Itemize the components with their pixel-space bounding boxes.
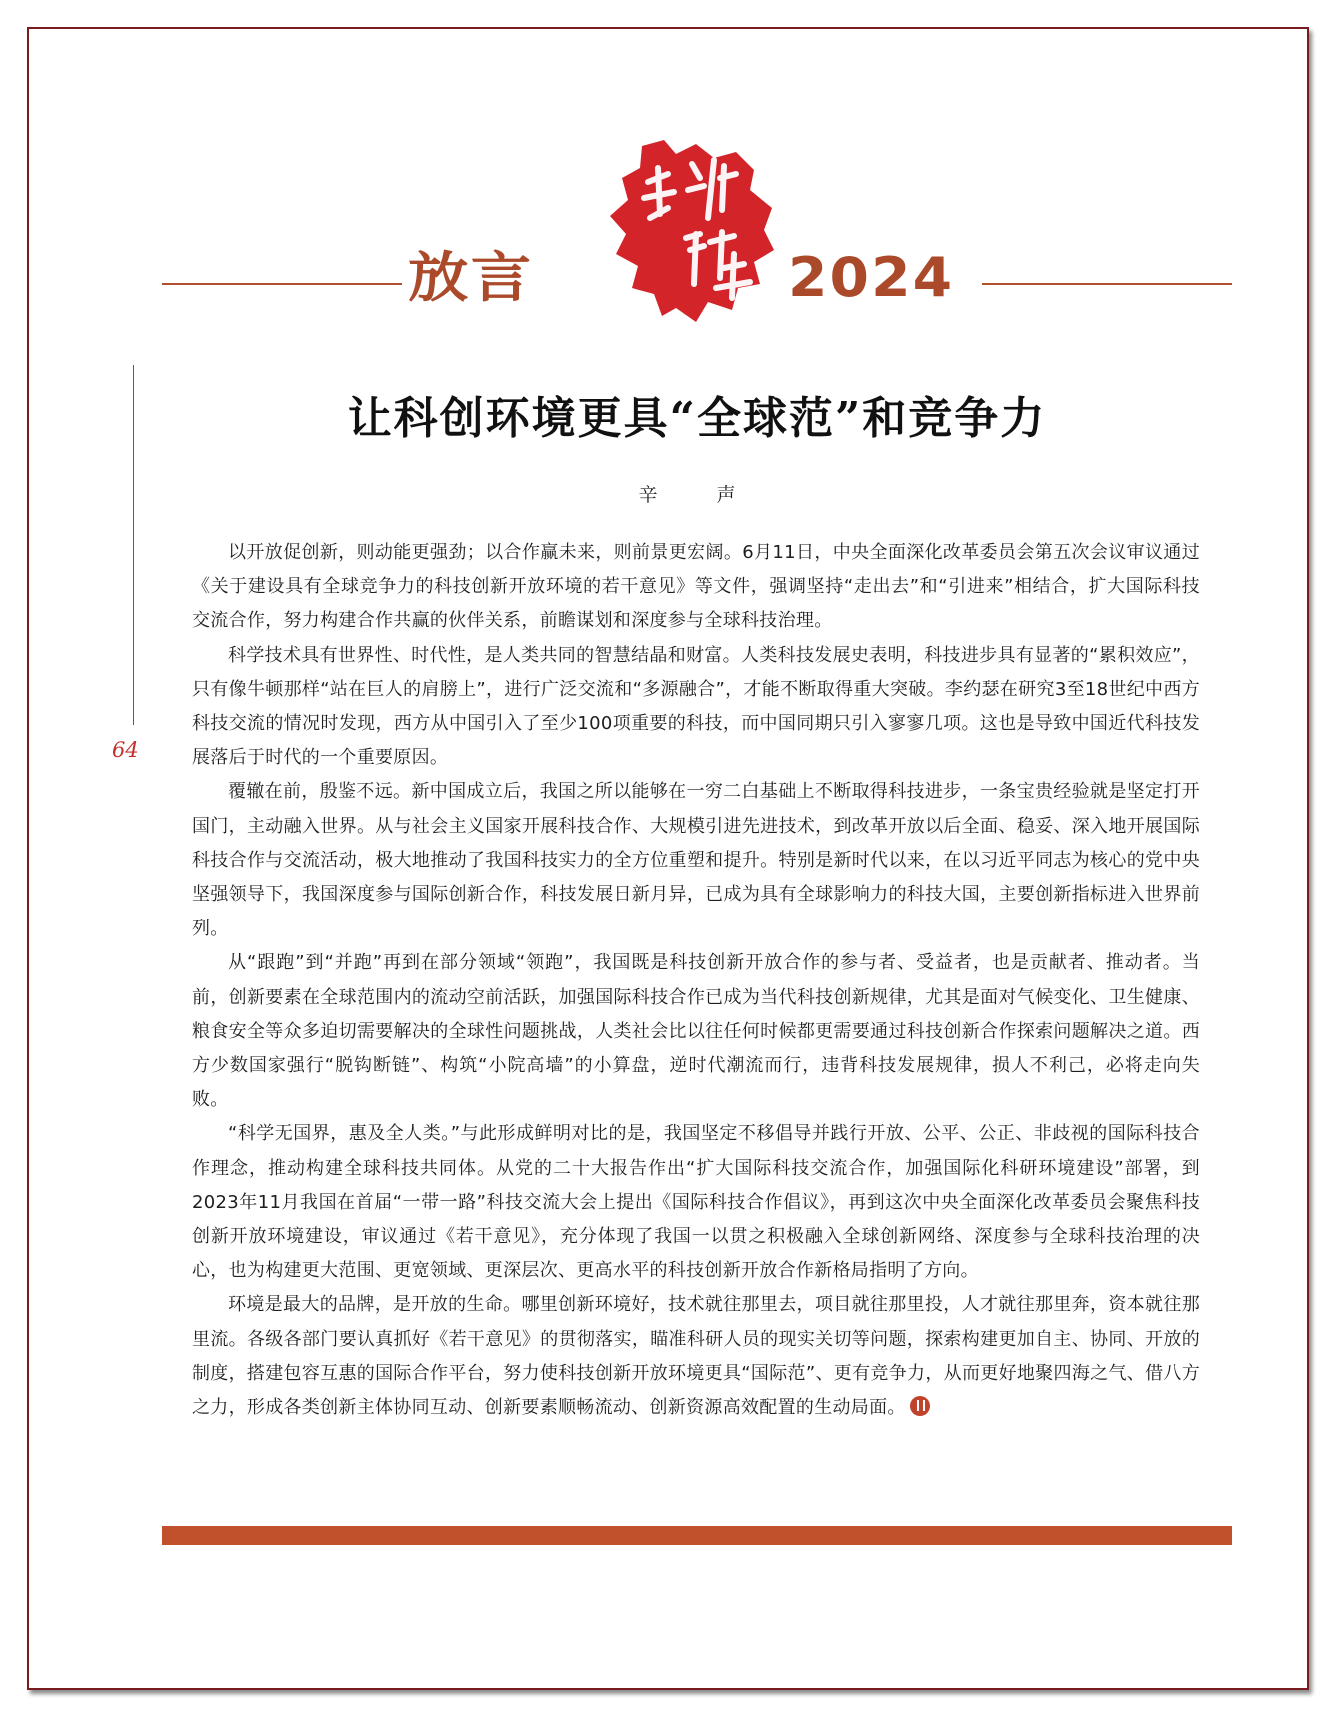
column-name: 放言 [408, 246, 534, 309]
column-year: 2024 [788, 246, 955, 309]
page-number: 64 [112, 738, 139, 762]
magazine-logo [604, 138, 780, 324]
paragraph: 从“跟跑”到“并跑”再到在部分领域“领跑”，我国既是科技创新开放合作的参与者、受益者，也是贡献者、推动者。当前，创新要素在全球范围内的流动空前活跃，加强国际科技合作已成为当代科技创新规律，尤其是面对气候变化、卫生健康、粮食安全等众多迫切需要解决的全球性问题挑战，人类社会比以往任何时候都更需要通过科技创新合作探索问题解决之道。西方少数国家强行“脱钩断链”、构筑“小院高墙”的小算盘，逆时代潮流而行，违背科技发展规律，损人不利己，必将走向失败。 [192, 952, 1200, 1111]
paragraph: 科学技术具有世界性、时代性，是人类共同的智慧结晶和财富。人类科技发展史表明，科技进步具有显著的“累积效应”，只有像牛顿那样“站在巨人的肩膀上”，进行广泛交流和“多源融合”，才能不断取得重大突破。李约瑟在研究3至18世纪中西方科技交流的情况时发现，西方从中国引入了至少100项重要的科技，而中国同期只引入寥寥几项。这也是导致中国近代科技发展落后于时代的一个重要原因。 [192, 644, 1200, 769]
header-rule-right [982, 283, 1232, 285]
margin-line [133, 365, 134, 725]
paragraph: 以开放促创新，则动能更强劲；以合作赢未来，则前景更宏阔。6月11日，中央全面深化改革委员会第五次会议审议通过《关于建设具有全球竞争力的科技创新开放环境的若干意见》等文件，强调坚持“走出去”和“引进来”相结合，扩大国际科技交流合作，努力构建合作共赢的伙伴关系，前瞻谋划和深度参与全球科技治理。 [192, 542, 1200, 632]
paragraph-text: 环境是最大的品牌，是开放的生命。哪里创新环境好，技术就往那里去，项目就往那里投，人才就往那里奔，资本就往那里流。各级各部门要认真抓好《若干意见》的贯彻落实，瞄准科研人员的现实关切等问题，探索构建更加自主、协同、开放的制度，搭建包容互惠的国际合作平台，努力使科技创新开放环境更具“国际范”、更有竞争力，从而更好地聚四海之气、借八方之力，形成各类创新主体协同互动、创新要素顺畅流动、创新资源高效配置的生动局面。 [192, 1294, 1200, 1419]
end-mark-icon [910, 1396, 930, 1416]
bottom-bar [162, 1526, 1232, 1545]
article-body [192, 536, 1200, 1425]
article-title: 让科创环境更具“全球范”和竞争力 [347, 393, 1047, 444]
paragraph: “科学无国界，惠及全人类。”与此形成鲜明对比的是，我国坚定不移倡导并践行开放、公平、公正、非歧视的国际科技合作理念，推动构建全球科技共同体。从党的二十大报告作出“扩大国际科技交流合作，加强国际化科研环境建设”部署，到2023年11月我国在首届“一带一路”科技交流大会上提出《国际科技合作倡议》，再到这次中央全面深化改革委员会聚焦科技创新开放环境建设，审议通过《若干意见》，充分体现了我国一以贯之积极融入全球创新网络、深度参与全球科技治理的决心，也为构建更大范围、更宽领域、更深层次、更高水平的科技创新开放合作新格局指明了方向。 [192, 1123, 1200, 1282]
paragraph-last [192, 1288, 1200, 1425]
header-rule-left [162, 283, 402, 285]
article-author: 辛 声 [638, 484, 756, 506]
paragraph: 覆辙在前，殷鉴不远。新中国成立后，我国之所以能够在一穷二白基础上不断取得科技进步，一条宝贵经验就是坚定打开国门，主动融入世界。从与社会主义国家开展科技合作、大规模引进先进技术，到改革开放以后全面、稳妥、深入地开展国际科技合作与交流活动，极大地推动了我国科技实力的全方位重塑和提升。特别是新时代以来，在以习近平同志为核心的党中央坚强领导下，我国深度参与国际创新合作，科技发展日新月异，已成为具有全球影响力的科技大国，主要创新指标进入世界前列。 [192, 781, 1200, 940]
